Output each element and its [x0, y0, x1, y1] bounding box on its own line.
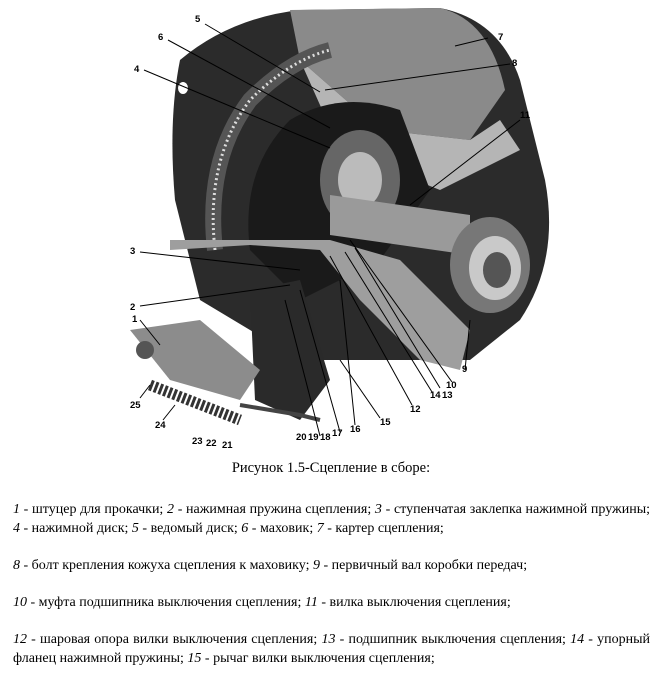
- callout-25: 25: [130, 400, 141, 411]
- legend-text-14: упорный фланец нажимной пружины;: [13, 632, 651, 666]
- legend-text-2: нажимная пружина сцепления;: [186, 502, 372, 517]
- callout-9: 9: [462, 364, 468, 375]
- legend-text-8: болт крепления кожуха сцепления к маховику;: [31, 558, 310, 573]
- legend-num-1: 1: [13, 502, 20, 517]
- callout-6: 6: [158, 32, 164, 43]
- callout-15: 15: [380, 417, 391, 428]
- legend-text-12: шаровая опора вилки выключения сцепления;: [40, 632, 318, 647]
- legend-text-11: вилка выключения сцепления;: [329, 595, 511, 610]
- callout-10: 10: [446, 380, 457, 391]
- legend-text-13: подшипник выключения сцепления;: [348, 632, 566, 647]
- legend-num-11: 11: [304, 595, 318, 610]
- legend-num-10: 10: [13, 595, 27, 610]
- figure-caption: Рисунок 1.5-Сцепление в сборе:: [231, 460, 431, 476]
- legend-paragraph-1: 1 - штуцер для прокачки; 2 - нажимная пружина сцепления; 3 - ступенчатая заклепка нажимной пружины; 4 - нажимной диск; 5 - ведомый диск; 6 - маховик; 7 - картер сцепления;: [13, 502, 650, 536]
- legend-num-3: 3: [374, 502, 382, 517]
- callout-13: 13: [442, 390, 453, 401]
- callout-7: 7: [498, 32, 504, 43]
- callout-24: 24: [155, 420, 166, 431]
- legend-text-3: ступенчатая заклепка нажимной пружины;: [393, 502, 650, 517]
- callout-5: 5: [195, 14, 201, 25]
- callout-18: 18: [320, 432, 331, 443]
- callout-1: 1: [132, 314, 138, 325]
- callout-12: 12: [410, 404, 421, 415]
- callout-3: 3: [130, 246, 136, 257]
- legend-text-7: картер сцепления;: [335, 521, 444, 536]
- callout-2: 2: [130, 302, 136, 313]
- callout-22: 22: [206, 438, 217, 449]
- callout-16: 16: [350, 424, 361, 435]
- callout-20: 20: [296, 432, 307, 443]
- callout-19: 19: [308, 432, 319, 443]
- callout-14: 14: [430, 390, 441, 401]
- legend-text-15: рычаг вилки выключения сцепления;: [213, 651, 435, 666]
- callout-4: 4: [134, 64, 140, 75]
- legend-paragraph-2: 8 - болт крепления кожуха сцепления к маховику; 9 - первичный вал коробки передач;: [13, 558, 528, 573]
- callout-17: 17: [332, 428, 343, 439]
- legend-text-6: маховик;: [259, 521, 314, 536]
- callout-21: 21: [222, 440, 233, 451]
- legend-paragraph-4: 12 - шаровая опора вилки выключения сцепления; 13 - подшипник выключения сцепления; 14 - упорный фланец нажимной пружины; 15 - рычаг вилки выключения сцепления;: [13, 632, 651, 666]
- legend-text-10: муфта подшипника выключения сцепления;: [38, 595, 302, 610]
- legend-num-2: 2: [167, 502, 175, 517]
- legend-num-7: 7: [316, 521, 324, 536]
- legend-text-9: первичный вал коробки передач;: [331, 558, 528, 573]
- legend-num-14: 14: [570, 632, 585, 647]
- legend-num-8: 8: [13, 558, 20, 573]
- callout-8: 8: [512, 58, 518, 69]
- legend-text-4: нажимной диск;: [31, 521, 129, 536]
- callout-23: 23: [192, 436, 203, 447]
- legend-num-15: 15: [187, 651, 202, 666]
- legend-num-4: 4: [13, 521, 20, 536]
- legend-text-5: ведомый диск;: [150, 521, 238, 536]
- callout-11: 11: [520, 110, 531, 121]
- legend-num-6: 6: [241, 521, 249, 536]
- legend-text-1: штуцер для прокачки;: [32, 502, 164, 517]
- legend-num-9: 9: [312, 558, 320, 573]
- legend-num-13: 13: [321, 632, 336, 647]
- legend-num-5: 5: [131, 521, 139, 536]
- figure-legend: [13, 500, 650, 686]
- legend-num-12: 12: [13, 632, 27, 647]
- legend-paragraph-3: 10 - муфта подшипника выключения сцепления; 11 - вилка выключения сцепления;: [13, 595, 511, 610]
